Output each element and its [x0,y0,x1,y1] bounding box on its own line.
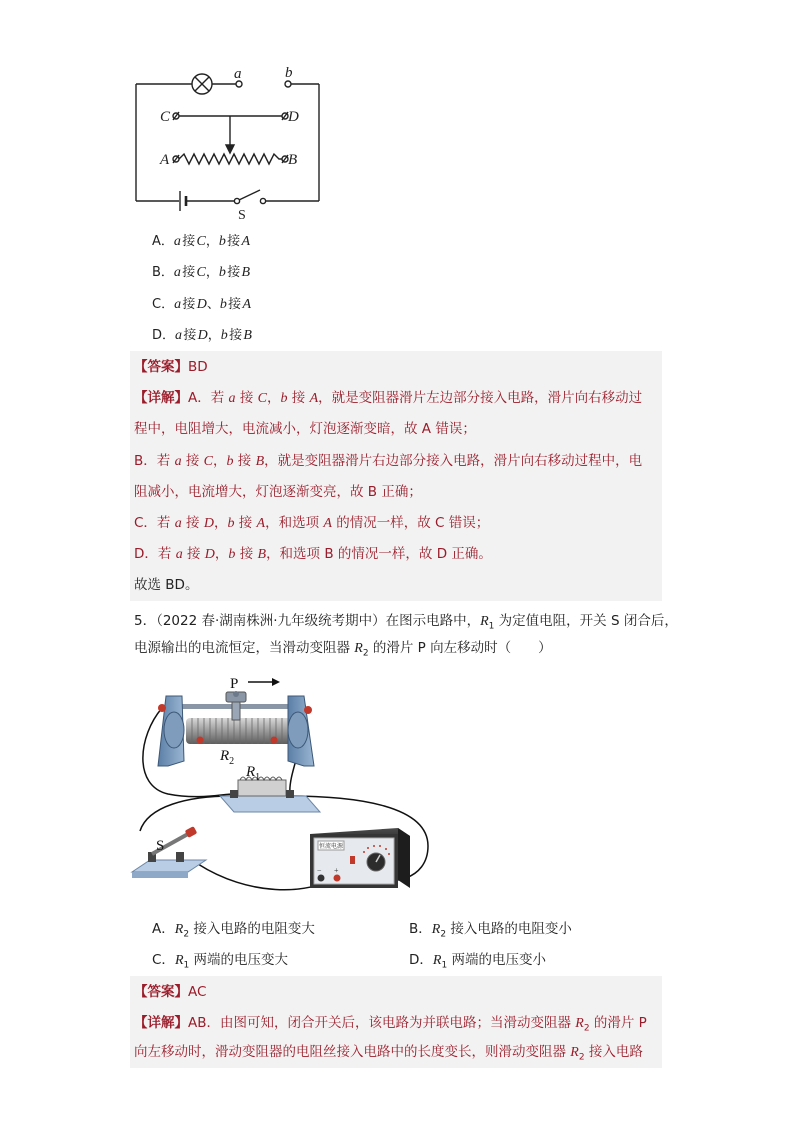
q4-answer-line: 【答案】BD [134,359,208,375]
arrow-right-icon [248,678,280,686]
slider-p-label: P [230,676,239,692]
terminal-a-cap-label: A [160,152,170,168]
circuit-diagram [120,55,340,230]
q4-detail-line-3: B．若 a 接 C，b 接 B，就是变阻器滑片右边部分接入电路，滑片向右移动过程中，电 [134,453,643,469]
apparatus-illustration [128,666,438,911]
q4-conclusion-line: 故选 BD。 [134,577,199,593]
switch-icon [239,190,260,200]
power-plus-label: + [334,866,339,875]
power-supply-title: 恒流电源 [319,844,344,850]
q4-detail-line-5: C．若 a 接 D，b 接 A，和选项 A 的情况一样，故 C 错误； [134,515,490,531]
sliding-rheostat[interactable] [158,691,314,766]
fixed-resistor[interactable] [220,777,320,812]
terminal-b-label: b [285,65,293,81]
q4-detail-line-6: D．若 a 接 D，b 接 B，和选项 B 的情况一样，故 D 正确。 [134,546,492,562]
r2-label: $R_2$ [220,748,235,767]
terminal-d-label: D [288,109,299,125]
q4-detail-line-2: 程中，电阻增大，电流减小，灯泡逐渐变暗，故 A 错误； [134,421,476,437]
q4-option-d[interactable]: D．a 接 D，b 接 B [152,328,252,343]
q5-answer-line: 【答案】AC [134,984,207,1000]
q5-option-c[interactable]: C．$R_1$ 两端的电压变大 [152,952,289,971]
q4-option-c[interactable]: C．a 接 D、b 接 A [152,297,251,312]
terminal-a-label: a [234,66,242,82]
q5-stem-line-2: 电源输出的电流恒定，当滑动变阻器 $R_2$ 的滑片 P 向左移动时（ ） [134,640,552,659]
q4-detail-line-4: 阻减小，电流增大，灯泡逐渐变亮，故 B 正确； [134,484,422,500]
terminal-c-label: C [160,109,171,125]
q5-option-a[interactable]: A．$R_2$ 接入电路的电阻变大 [152,921,315,940]
q4-detail-line-1: 【详解】A．若 a 接 C，b 接 A，就是变阻器滑片左边部分接入电路，滑片向右移动过 [134,390,643,406]
r1-label: $R_1$ [246,764,261,783]
power-minus-label: − [317,866,322,875]
q5-detail-line-1: 【详解】AB．由图可知，闭合开关后，该电路为并联电路；当滑动变阻器 $R_2$ 的滑片 P [134,1015,647,1034]
switch-s-label: S [156,838,165,854]
switch-label: S [238,208,246,223]
knife-switch[interactable] [132,826,206,878]
q4-option-b[interactable]: B．a 接 C，b 接 B [152,265,251,280]
q4-option-a[interactable]: A．a 接 C，b 接 A [152,234,251,249]
q5-stem-line-1: 5．（2022 春·湖南株洲·九年级统考期中）在图示电路中，$R_1$ 为定值电阻，开关 S 闭合后， [134,613,678,632]
terminal-b-cap-label: B [288,152,298,168]
q5-option-b[interactable]: B．$R_2$ 接入电路的电阻变小 [409,921,572,940]
q5-detail-line-2: 向左移动时，滑动变阻器的电阻丝接入电路中的长度变长，则滑动变阻器 $R_2$ 接入电路 [134,1044,643,1063]
constant-current-power-supply[interactable] [310,828,410,888]
q5-option-d[interactable]: D．$R_1$ 两端的电压变小 [409,952,546,971]
